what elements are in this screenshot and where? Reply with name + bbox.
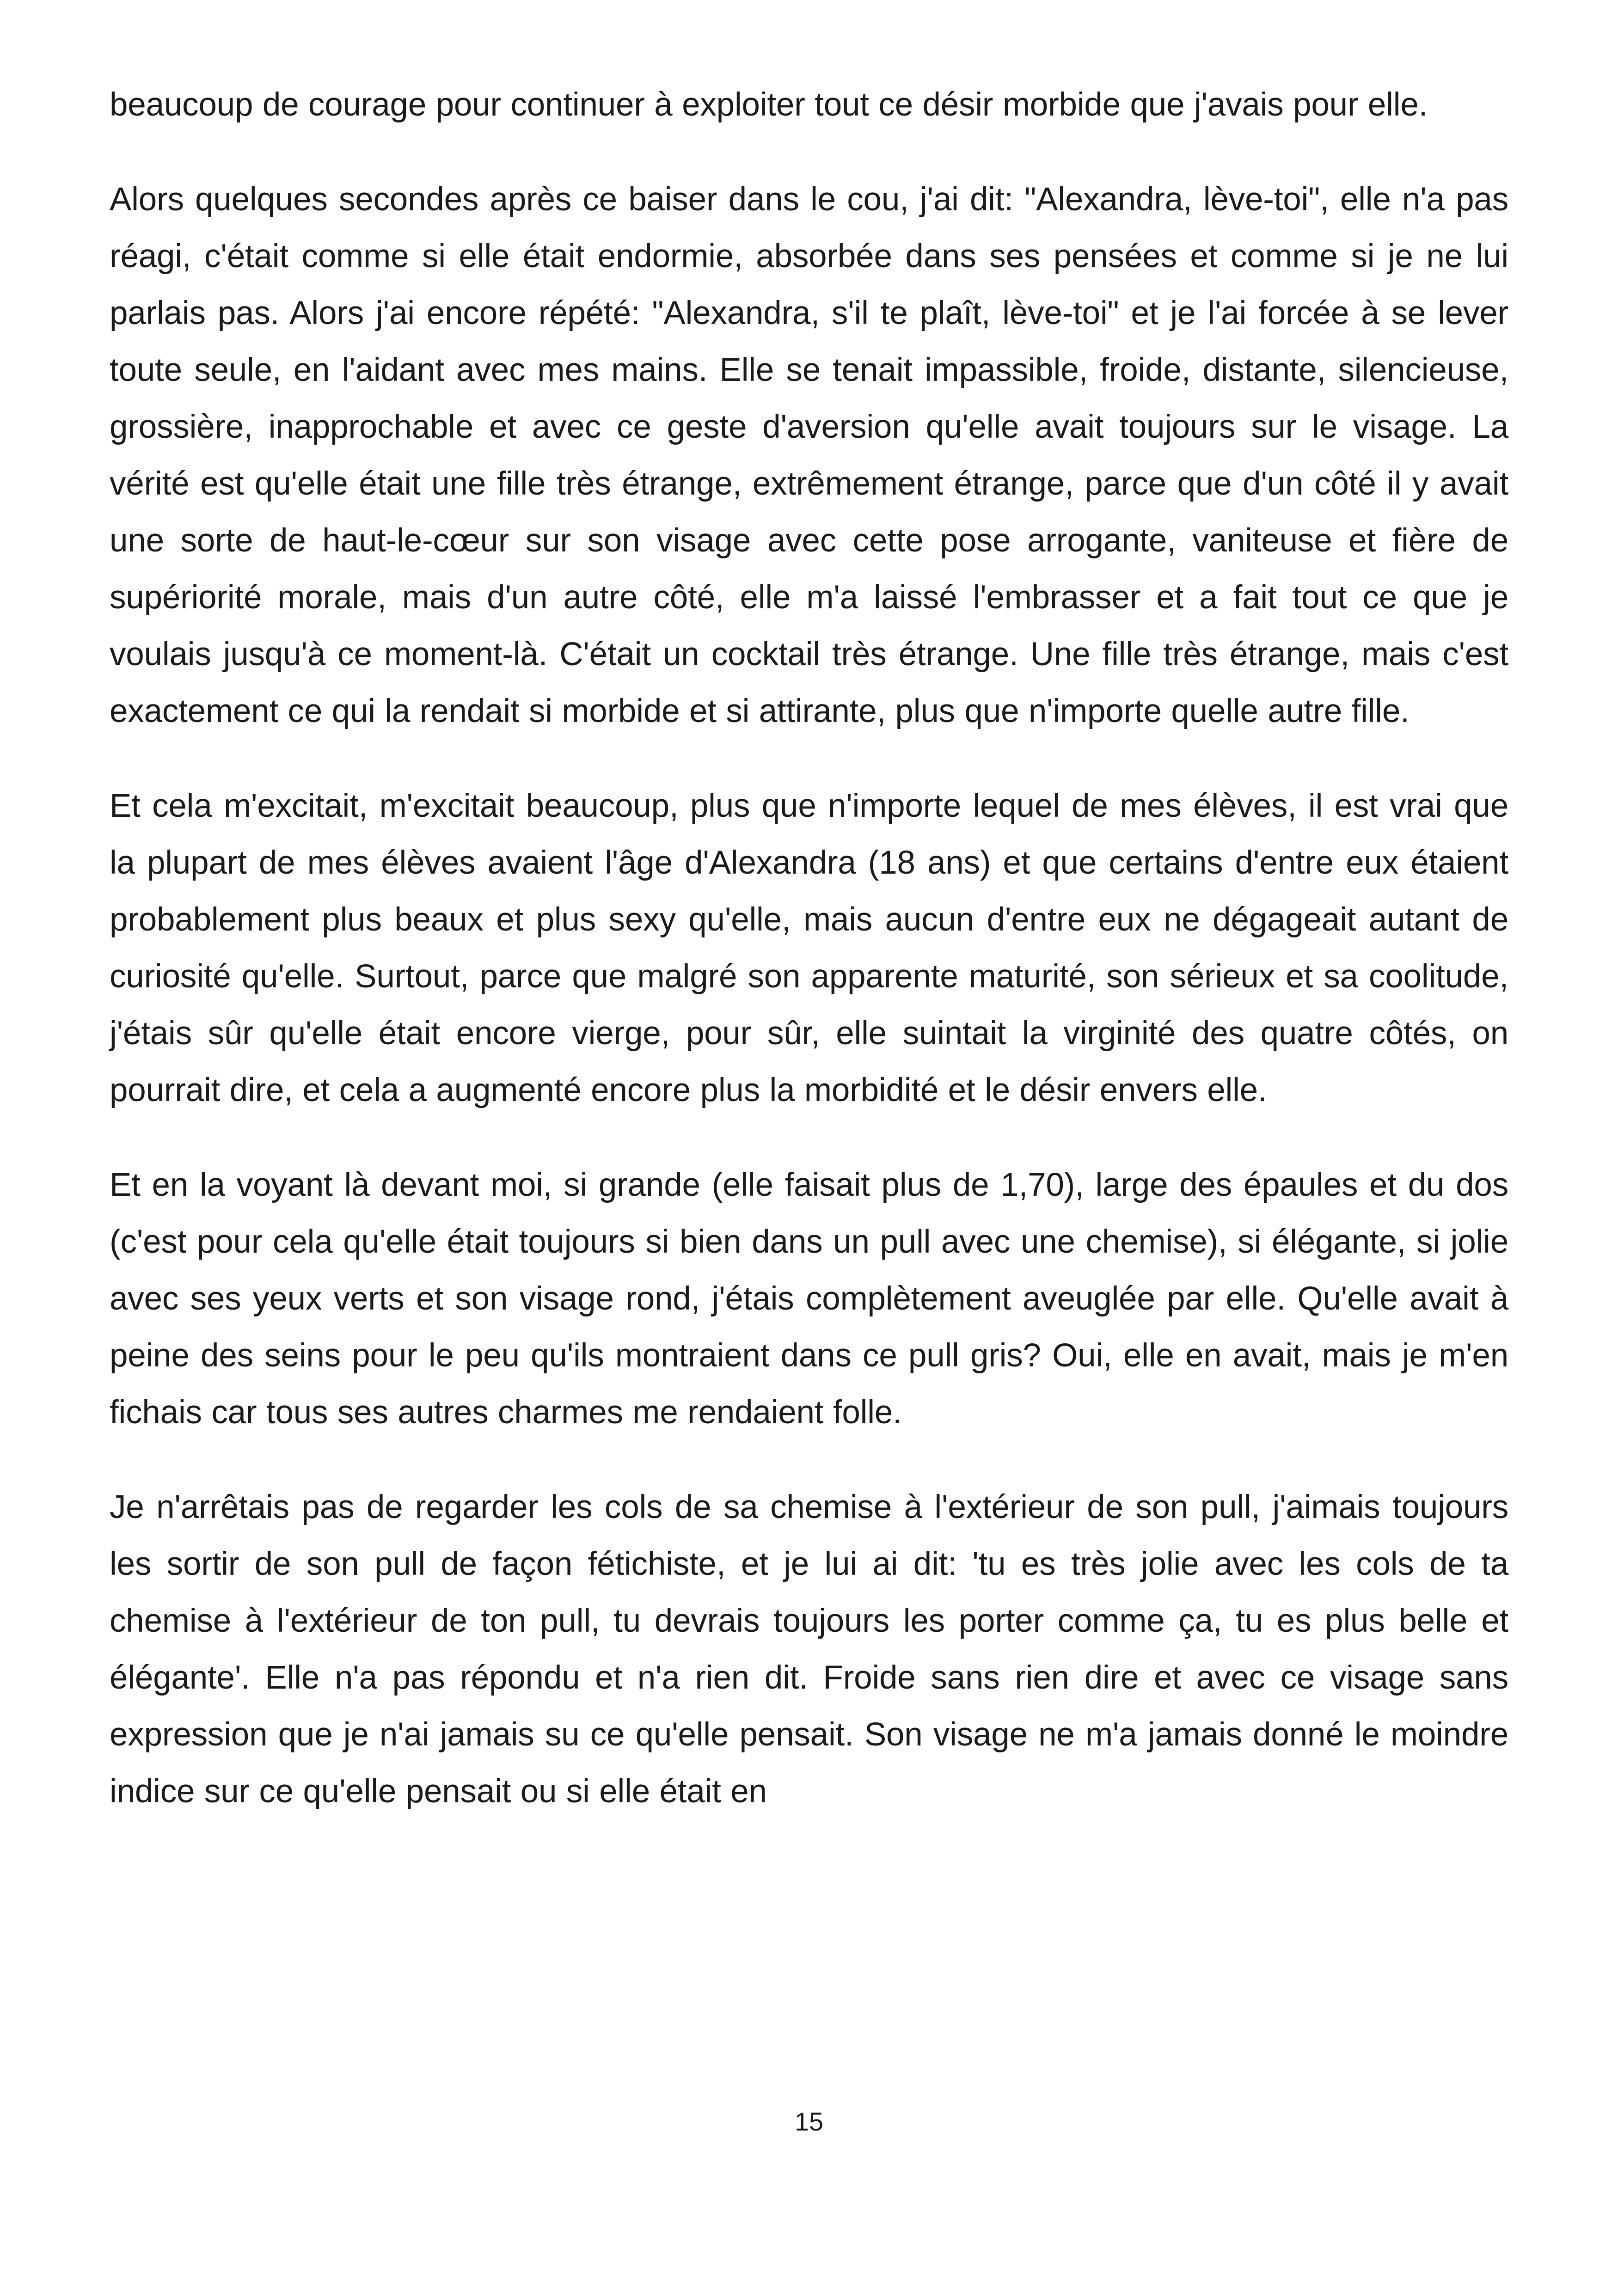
paragraph: Alors quelques secondes après ce baiser dans le cou, j'ai dit: "Alexandra, lève-toi", elle n'a pas réagi, c'était comme si elle était endormie, absorbée dans ses pensées et comme si je ne lui parlais pas. Alors j'ai encore répété: "Alexandra, s'il te plaît, lève-toi" et je l'ai forcée à se lever toute seule, en l'aidant avec mes mains. Elle se tenait impassible, froide, distante, silencieuse, grossière, inapprochable et avec ce geste d'aversion qu'elle avait toujours sur le visage. La vérité est qu'elle était une fille très étrange, extrêmement étrange, parce que d'un côté il y avait une sorte de haut-le-cœur sur son visage avec cette pose arrogante, vaniteuse et fière de supériorité morale, mais d'un autre côté, elle m'a laissé l'embrasser et a fait tout ce que je voulais jusqu'à ce moment-là. C'était un cocktail très étrange. Une fille très étrange, mais c'est exactement ce qui la rendait si morbide et si attirante, plus que n'importe quelle autre fille. bbox=[110, 181, 1508, 729]
paragraph: Je n'arrêtais pas de regarder les cols de sa chemise à l'extérieur de son pull, j'aimais toujours les sortir de son pull de façon fétichiste, et je lui ai dit: 'tu es très jolie avec les cols de ta chemise à l'extérieur de ton pull, tu devrais toujours les porter comme ça, tu es plus belle et élégante'. Elle n'a pas répondu et n'a rien dit. Froide sans rien dire et avec ce visage sans expression que je n'ai jamais su ce qu'elle pensait. Son visage ne m'a jamais donné le moindre indice sur ce qu'elle pensait ou si elle était en bbox=[110, 1489, 1508, 1810]
paragraph: Et cela m'excitait, m'excitait beaucoup, plus que n'importe lequel de mes élèves, il est vrai que la plupart de mes élèves avaient l'âge d'Alexandra (18 ans) et que certains d'entre eux étaient probablement plus beaux et plus sexy qu'elle, mais aucun d'entre eux ne dégageait autant de curiosité qu'elle. Surtout, parce que malgré son apparente maturité, son sérieux et sa coolitude, j'étais sûr qu'elle était encore vierge, pour sûr, elle suintait la virginité des quatre côtés, on pourrait dire, et cela a augmenté encore plus la morbidité et le désir envers elle. bbox=[110, 788, 1508, 1108]
page-number: 15 bbox=[794, 2107, 824, 2136]
paragraph: beaucoup de courage pour continuer à exploiter tout ce désir morbide que j'avais pour elle. bbox=[110, 86, 1428, 123]
body-text bbox=[110, 76, 1508, 1820]
paragraph: Et en la voyant là devant moi, si grande (elle faisait plus de 1,70), large des épaules et du dos (c'est pour cela qu'elle était toujours si bien dans un pull avec une chemise), si élégante, si jolie avec ses yeux verts et son visage rond, j'étais complètement aveuglée par elle. Qu'elle avait à peine des seins pour le peu qu'ils montraient dans ce pull gris? Oui, elle en avait, mais je m'en fichais car tous ses autres charmes me rendaient folle. bbox=[110, 1167, 1508, 1431]
